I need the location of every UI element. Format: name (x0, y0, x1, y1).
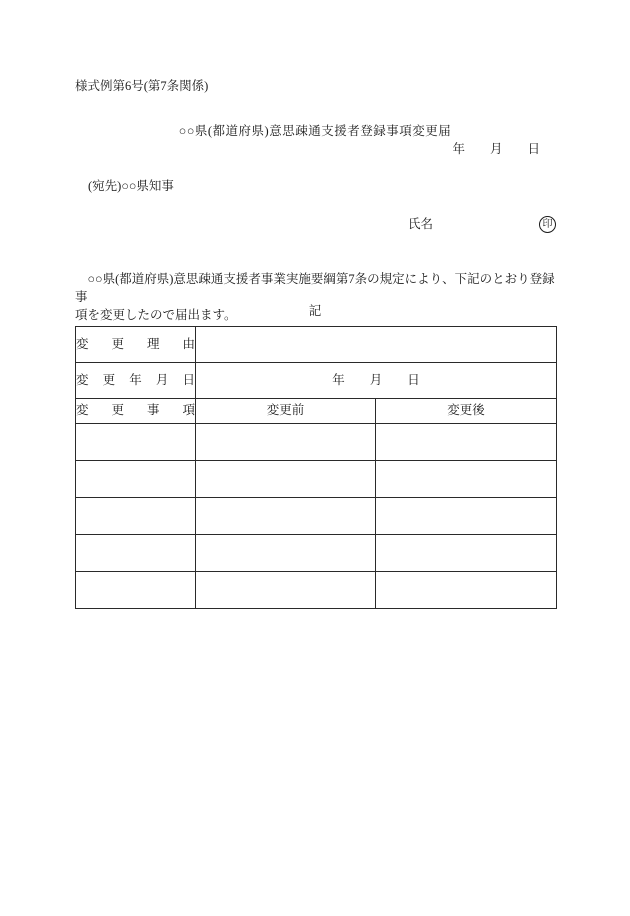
change-items-header-row (76, 399, 557, 424)
item-label-cell (76, 399, 196, 424)
reason-row (76, 327, 557, 363)
change-date-label-cell (76, 363, 196, 399)
change-date-value-cell: 年 月 日 (196, 363, 557, 399)
blank-cell (76, 424, 196, 461)
blank-cell (376, 424, 557, 461)
blank-cell (76, 535, 196, 572)
reason-value-cell (196, 327, 557, 363)
item-label: 変更事項 (76, 403, 195, 418)
table-blank-row (76, 424, 557, 461)
change-table (75, 326, 557, 609)
reason-label-cell (76, 327, 196, 363)
form-number: 様式例第6号(第7条関係) (75, 79, 209, 93)
body-line-2: 項を変更したので届出ます。 (75, 308, 237, 322)
blank-cell (76, 498, 196, 535)
change-date-row (76, 363, 557, 399)
name-label: 氏名 (408, 217, 434, 231)
after-header-cell: 変更後 (376, 399, 557, 424)
body-line-1: ○○県(都道府県)意思疎通支援者事業実施要綱第7条の規定により、下記のとおり登録事 (75, 272, 555, 304)
name-row (408, 216, 556, 234)
before-header-cell: 変更前 (196, 399, 376, 424)
seal-icon: 印 (539, 216, 556, 233)
blank-cell (76, 461, 196, 498)
blank-cell (196, 535, 376, 572)
blank-cell (376, 461, 557, 498)
blank-cell (376, 498, 557, 535)
table-blank-row (76, 498, 557, 535)
blank-cell (196, 424, 376, 461)
change-date-label: 変更年月日 (76, 372, 195, 387)
table-blank-row (76, 461, 557, 498)
blank-cell (196, 498, 376, 535)
table-blank-row (76, 535, 557, 572)
blank-cell (76, 572, 196, 609)
blank-cell (376, 535, 557, 572)
page-title: ○○県(都道府県)意思疎通支援者登録事項変更届 (178, 124, 452, 138)
blank-cell (376, 572, 557, 609)
record-heading: 記 (308, 304, 322, 318)
blank-cell (196, 461, 376, 498)
table-blank-row (76, 572, 557, 609)
date-line: 年 月 日 (452, 142, 540, 156)
blank-cell (196, 572, 376, 609)
reason-label: 変更理由 (76, 336, 195, 351)
addressee: (宛先)○○県知事 (88, 179, 174, 193)
